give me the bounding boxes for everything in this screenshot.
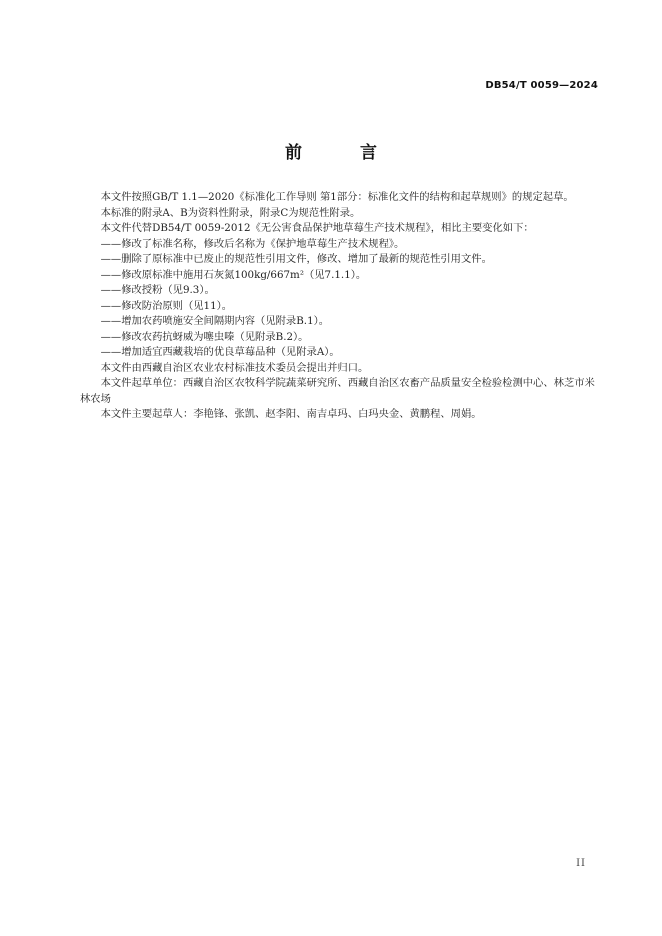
paragraph-drafting-rules: 本文件按照GB/T 1.1—2020《标准化工作导则 第1部分：标准化文件的结构和起草规则》的规定起草。 [100, 191, 574, 203]
foreword-body [80, 190, 600, 423]
change-item: ——增加适宜西藏栽培的优良草莓品种（见附录A）。 [100, 346, 340, 358]
paragraph-drafting-units: 本文件起草单位：西藏自治区农牧科学院蔬菜研究所、西藏自治区农畜产品质量安全检验检测中心、林芝市米林农场 [80, 377, 595, 405]
change-item: ——修改了标准名称，修改后名称为《保护地草莓生产技术规程》。 [100, 237, 405, 250]
paragraph-drafters: 本文件主要起草人：李艳锋、张凯、赵李阳、南吉卓玛、白玛央金、黄鹏程、周娟。 [100, 408, 482, 420]
change-item: ——修改农药抗蚜威为噻虫嗪（见附录B.2）。 [100, 330, 309, 343]
change-item: ——修改原标准中施用石灰氮100kg/667m²（见7.1.1）。 [100, 268, 367, 281]
change-item: ——修改授粉（见9.3）。 [100, 284, 215, 296]
page-number: II [576, 858, 586, 869]
paragraph-replaces: 本文件代替DB54/T 0059-2012《无公害食品保护地草莓生产技术规程》，相比主要变化如下： [100, 222, 534, 234]
page-title: 前 言 [285, 143, 403, 163]
document-code: DB54/T 0059—2024 [485, 80, 598, 91]
paragraph-annexes: 本标准的附录A、B为资料性附录，附录C为规范性附录。 [100, 206, 361, 219]
change-item: ——修改防治原则（见11）。 [100, 299, 233, 312]
paragraph-proposed-by: 本文件由西藏自治区农业农村标准技术委员会提出并归口。 [100, 361, 369, 374]
change-item: ——增加农药喷施安全间隔期内容（见附录B.1）。 [100, 315, 330, 327]
change-item: ——删除了原标准中已废止的规范性引用文件，修改、增加了最新的规范性引用文件。 [100, 253, 492, 265]
